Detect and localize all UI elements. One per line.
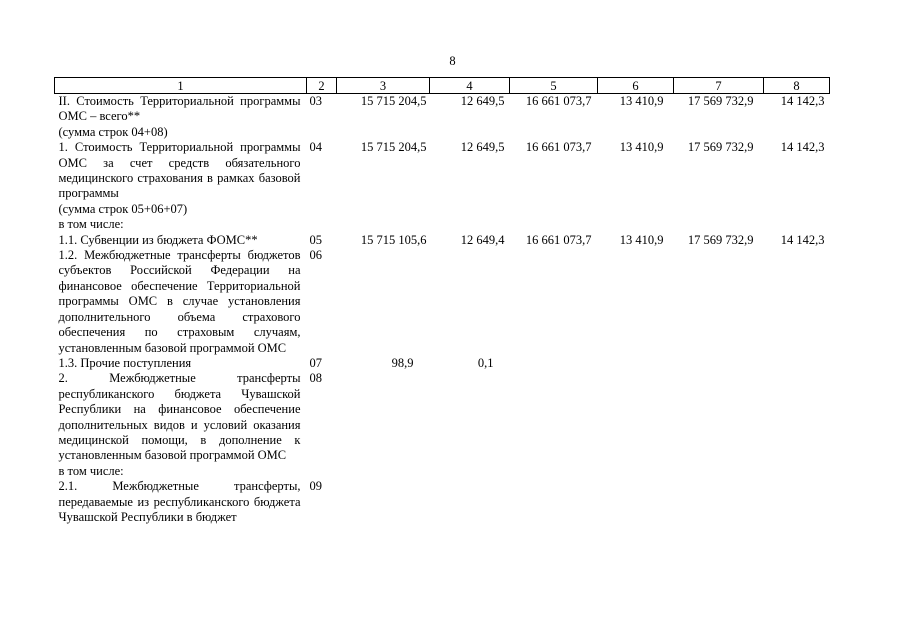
cell-value	[764, 248, 830, 356]
header-col-4: 4	[430, 78, 510, 94]
cost-table	[54, 77, 830, 525]
cell-value	[510, 356, 598, 371]
table-row	[55, 217, 830, 232]
cell-value: 12 649,5	[460, 140, 505, 155]
cell-value	[430, 371, 510, 463]
cell-value	[764, 217, 830, 232]
row-name: 1.2. Межбюджетные трансферты бюджетов субъектов Российской Федерации на финансовое обеспечение Территориальной программы ОМС в случае установления дополнительного объема страхового обеспечения по страховым случаям, установленным базовой программой ОМС	[58, 248, 301, 355]
cell-value: 14 142,3	[780, 232, 825, 247]
table-row	[55, 140, 830, 217]
page-number: 8	[449, 54, 456, 68]
cell-value	[510, 464, 598, 479]
row-name: 1. Стоимость Территориальной программы ОМС за счет средств обязательного медицинского страхования в рамках базовой программы (сумма строк 05+06+07)	[58, 140, 301, 216]
header-col-1: 1	[55, 78, 307, 94]
cell-value: 13 410,9	[619, 94, 664, 108]
table-row	[55, 248, 830, 356]
cell-value: 16 661 073,7	[525, 94, 592, 108]
cell-value	[764, 479, 830, 525]
cell-value	[674, 217, 764, 232]
header-col-6: 6	[598, 78, 674, 94]
row-name: 2. Межбюджетные трансферты республиканского бюджета Чувашской Республики на финансовое обеспечение дополнительных видов и условий оказания медицинской помощи, в дополнение к установленным базовой программой ОМС	[58, 371, 301, 463]
cell-value	[674, 356, 764, 371]
row-code: 07	[309, 355, 322, 370]
cell-value: 14 142,3	[780, 140, 825, 155]
table-row	[55, 371, 830, 463]
cell-value	[510, 248, 598, 356]
cell-value	[764, 371, 830, 463]
row-code: 09	[309, 479, 322, 494]
cell-value: 98,9	[391, 355, 414, 370]
row-name: в том числе:	[58, 217, 124, 232]
cell-value: 0,1	[477, 355, 494, 370]
cell-value: 15 715 204,5	[360, 94, 427, 108]
cell-value: 16 661 073,7	[525, 140, 592, 155]
row-name: 2.1. Межбюджетные трансферты, передаваемые из республиканского бюджета Чувашской Республики в бюджет	[58, 479, 301, 524]
cell-value	[598, 217, 674, 232]
row-code: 06	[309, 248, 322, 263]
cell-value: 13 410,9	[619, 232, 664, 247]
cell-value	[674, 248, 764, 356]
cell-value	[430, 217, 510, 232]
header-col-8: 8	[764, 78, 830, 94]
header-col-2: 2	[307, 78, 337, 94]
cell-value: 14 142,3	[780, 94, 825, 108]
header-col-7: 7	[674, 78, 764, 94]
cell-value	[598, 356, 674, 371]
table-row	[55, 233, 830, 248]
cell-value: 12 649,5	[460, 94, 505, 108]
row-code: 03	[309, 94, 322, 108]
cell-value	[510, 217, 598, 232]
cell-value	[337, 479, 430, 525]
cell-value	[598, 248, 674, 356]
cell-value	[430, 479, 510, 525]
cell-value	[674, 371, 764, 463]
row-name: II. Стоимость Территориальной программы ОМС – всего** (сумма строк 04+08)	[58, 94, 301, 139]
table-header-row	[55, 78, 830, 94]
row-code: 05	[309, 232, 322, 247]
cell-value: 13 410,9	[619, 140, 664, 155]
cell-value	[337, 371, 430, 463]
cell-value: 15 715 204,5	[360, 140, 427, 155]
header-col-5: 5	[510, 78, 598, 94]
cell-value: 12 649,4	[460, 232, 505, 247]
cell-value: 17 569 732,9	[687, 94, 754, 108]
row-code	[307, 217, 337, 232]
cell-value: 17 569 732,9	[687, 232, 754, 247]
cell-value: 15 715 105,6	[360, 232, 427, 247]
cell-value	[598, 479, 674, 525]
cell-value	[337, 464, 430, 479]
cell-value	[510, 371, 598, 463]
cell-value	[510, 479, 598, 525]
cell-value	[430, 248, 510, 356]
table-row	[55, 479, 830, 525]
row-code	[307, 464, 337, 479]
row-code: 04	[309, 140, 322, 155]
cell-value	[337, 248, 430, 356]
table-row	[55, 94, 830, 141]
cell-value: 16 661 073,7	[525, 232, 592, 247]
cell-value	[674, 464, 764, 479]
cell-value	[598, 464, 674, 479]
cell-value	[764, 464, 830, 479]
row-code: 08	[309, 371, 322, 386]
cell-value	[674, 479, 764, 525]
row-name: 1.3. Прочие поступления	[58, 355, 192, 370]
header-col-3: 3	[337, 78, 430, 94]
cell-value	[337, 217, 430, 232]
cell-value: 17 569 732,9	[687, 140, 754, 155]
table-row	[55, 464, 830, 479]
cell-value	[764, 356, 830, 371]
row-name: 1.1. Субвенции из бюджета ФОМС**	[58, 232, 258, 247]
cell-value	[430, 464, 510, 479]
cell-value	[598, 371, 674, 463]
row-name: в том числе:	[58, 463, 124, 478]
table-row	[55, 356, 830, 371]
